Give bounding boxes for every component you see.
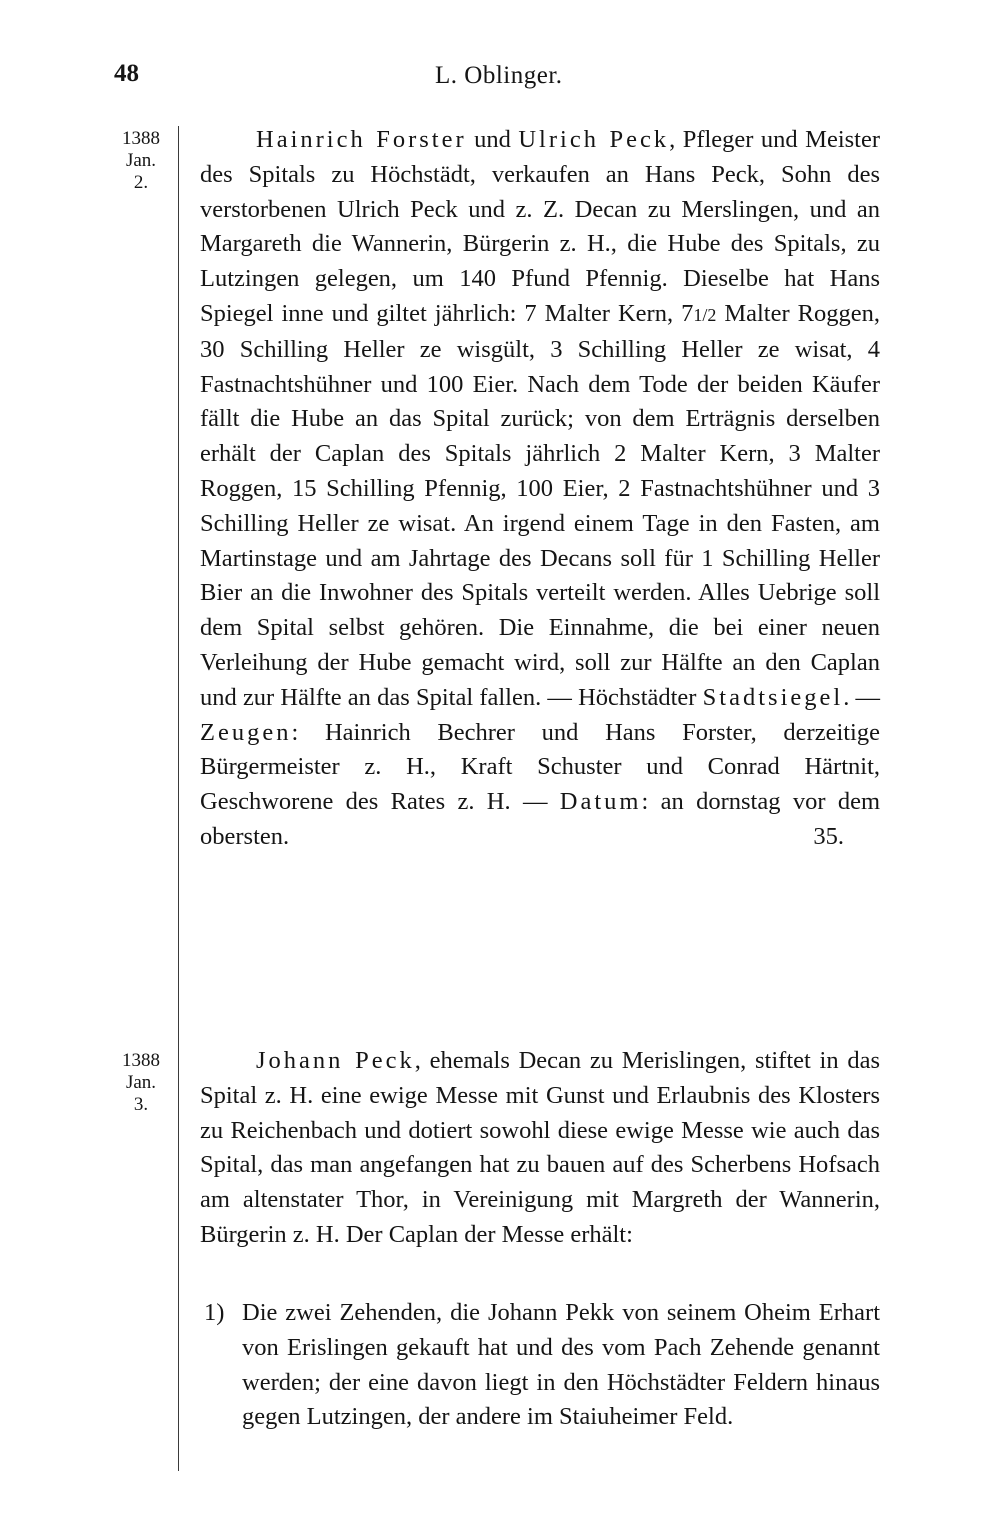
witnesses-label: Zeugen	[200, 718, 292, 746]
margin-date-entry-2	[108, 1050, 174, 1116]
margin-date-month: Jan.	[125, 1072, 157, 1093]
page-number: 48	[114, 60, 139, 87]
margin-date-day: 2.	[133, 172, 149, 193]
margin-date-day: 3.	[133, 1094, 149, 1115]
margin-rule	[178, 126, 179, 1471]
list-item	[200, 1296, 880, 1435]
list-item-marker: 1)	[204, 1299, 225, 1326]
entry-2-name-1: Johann Peck	[256, 1047, 415, 1074]
running-title: L. Oblinger.	[435, 62, 563, 89]
fraction: 1/2	[693, 304, 717, 325]
entry-2-paragraph: Johann Peck, ehemals Decan zu Merislingen, stiftet in das Spital z. H. eine ewige Messe mit Gunst und Erlaubnis des Klosters zu Reichenbach und dotiert sowohl diese ewige Messe wie auch das Spital, das man angefangen hat zu bauen auf des Scherbens Hofsach am altenstater Thor, in Vereinigung mit Margreth der Wannerin, Bürgerin z. H. Der Caplan der Messe erhält:	[200, 1047, 880, 1248]
margin-date-month: Jan.	[125, 150, 157, 171]
entry-1-name-1: Hainrich Forster	[256, 126, 467, 153]
margin-date-year: 1388	[122, 128, 160, 149]
entry-1-paragraph: Hainrich Forster und Ulrich Peck, Pfleger und Meister des Spitals zu Höchstädt, verkaufen an Hans Peck, Sohn des verstorbenen Ulrich Peck und z. Z. Decan zu Merslingen, und an Margareth die Wannerin, Bürgerin z. H., die Hube des Spitals, zu Lutzingen gelegen, um 140 Pfund Pfennig. Dieselbe hat Hans Spiegel inne und giltet jährlich: 7 Malter Kern, 71/2 Malter Roggen, 30 Schilling Heller ze wisgült, 3 Schilling Heller ze wisat, 4 Fastnachtshühner und 100 Eier. Nach dem Tode der beiden Käufer fällt die Hube an das Spital zurück; von dem Erträgnis derselben erhält der Caplan des Spitals jährlich 2 Malter Kern, 3 Malter Roggen, 15 Schilling Pfennig, 100 Eier, 2 Fastnachtshühner und 3 Schilling Heller ze wisat. An irgend einem Tage in den Fasten, am Martinstage und am Jahrtage des Decans soll für 1 Schilling Heller Bier an die Inwohner des Spitals verteilt werden. Alles Uebrige soll dem Spital selbst gehören. Die Einnahme, die bei einer neuen Verleihung der Hube gemacht wird, soll zur Hälfte an den Caplan und zur Hälfte an das Spital fallen. — Höchstädter Stadtsiegel. — Zeugen: Hainrich Bechrer und Hans Forster, derzeitige Bürgermeister z. H., Kraft Schuster und Conrad Härtnit, Geschworene des Rates z. H. — Datum: an dornstag vor dem obersten. 35.	[200, 123, 880, 855]
margin-date-year: 1388	[122, 1050, 160, 1071]
list-item-text: Die zwei Zehenden, die Johann Pekk von seinem Oheim Erhart von Erislingen gekauft hat und des vom Pach Zehende genannt werden; der eine davon liegt in den Höchstädter Feldern hinaus gegen Lutzingen, der andere im Staiuheimer Feld.	[242, 1299, 880, 1431]
entry-2	[200, 1044, 880, 1253]
date-label: Datum	[559, 788, 642, 816]
entry-1-name-2: Ulrich Peck	[518, 126, 670, 153]
page-header	[0, 60, 1000, 100]
margin-date-entry-1	[108, 128, 174, 194]
seal-label: Stadtsiegel	[702, 683, 844, 711]
entry-1	[200, 123, 880, 855]
document-number: 35.	[813, 822, 844, 850]
